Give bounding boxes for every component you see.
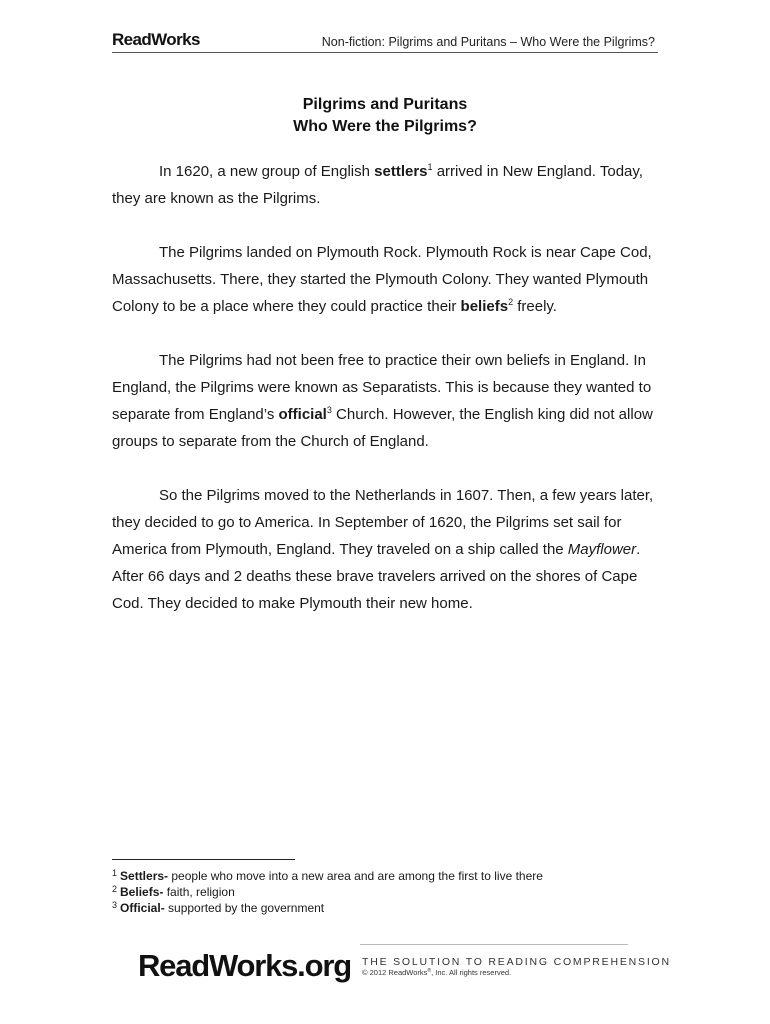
footnote-term: Beliefs- [120, 885, 164, 899]
paragraph-2 [112, 239, 658, 320]
footnote-2 [112, 884, 672, 900]
article-title [112, 94, 658, 138]
paragraph-text: So the Pilgrims moved to the Netherlands in 1607. Then, a few years later, they decided to go to America. In September of 1620, the Pilgrims set sail for America from Plymouth, England. They traveled on a ship called the [112, 487, 654, 558]
footnote-definition: people who move into a new area and are among the first to live there [168, 869, 543, 883]
footer-copyright [362, 968, 511, 977]
paragraph-4 [112, 482, 658, 617]
ship-name: Mayflower [567, 541, 637, 558]
footer-tagline: THE SOLUTION TO READING COMPREHENSION [362, 956, 671, 968]
header-rule [112, 52, 658, 53]
footnote-number: 3 [112, 900, 118, 910]
footer-logo: ReadWorks.org [138, 948, 351, 983]
footnote-rule [112, 859, 295, 860]
copyright-text-end: , Inc. All rights reserved. [431, 968, 512, 977]
footer-rule [360, 944, 628, 945]
title-line-1: Pilgrims and Puritans [302, 96, 468, 113]
registered-mark: ® [427, 968, 432, 974]
footnote-term: Settlers- [120, 869, 169, 883]
footnote-ref-3: 3 [326, 405, 332, 415]
header-subtitle: Non-fiction: Pilgrims and Puritans – Who Were the Pilgrims? [321, 35, 655, 49]
footnote-number: 1 [112, 868, 118, 878]
footnote-number: 2 [112, 884, 118, 894]
paragraph-text: The Pilgrims landed on Plymouth Rock. Plymouth Rock is near Cape Cod, Massachusetts. There, they started the Plymouth Colony. They wanted Plymouth Colony to be a place where they could practice their [112, 244, 652, 315]
footnote-3 [112, 900, 672, 916]
copyright-text: © 2012 ReadWorks [362, 968, 428, 977]
paragraph-text: In 1620, a new group of English [159, 163, 375, 180]
footnote-ref-2: 2 [508, 297, 514, 307]
footnote-ref-1: 1 [427, 162, 433, 172]
footnote-term: Official- [120, 901, 165, 915]
footnote-definition: faith, religion [163, 885, 235, 899]
header-logo: ReadWorks [112, 30, 200, 49]
footnotes [112, 868, 672, 916]
paragraph-text: arrived in New England. Today, they are known as the Pilgrims. [112, 163, 643, 207]
paragraph-text: The Pilgrims had not been free to practice their own beliefs in England. In England, the Pilgrims were known as Separatists. This is because they wanted to separate from England’s [112, 352, 652, 423]
paragraph-1 [112, 158, 658, 212]
vocab-term-official: official [278, 406, 327, 423]
vocab-term-beliefs: beliefs [460, 298, 509, 315]
title-line-2: Who Were the Pilgrims? [293, 118, 477, 135]
paragraph-text: Church. However, the English king did not allow groups to separate from the Church of England. [112, 406, 653, 450]
paragraph-3 [112, 347, 658, 455]
paragraph-text: . After 66 days and 2 deaths these brave travelers arrived on the shores of Cape Cod. They decided to make Plymouth their new home. [112, 541, 641, 612]
footnote-1 [112, 868, 672, 884]
footnote-definition: supported by the government [164, 901, 325, 915]
article-body [112, 158, 658, 644]
vocab-term-settlers: settlers [374, 163, 428, 180]
paragraph-text: freely. [513, 298, 557, 315]
